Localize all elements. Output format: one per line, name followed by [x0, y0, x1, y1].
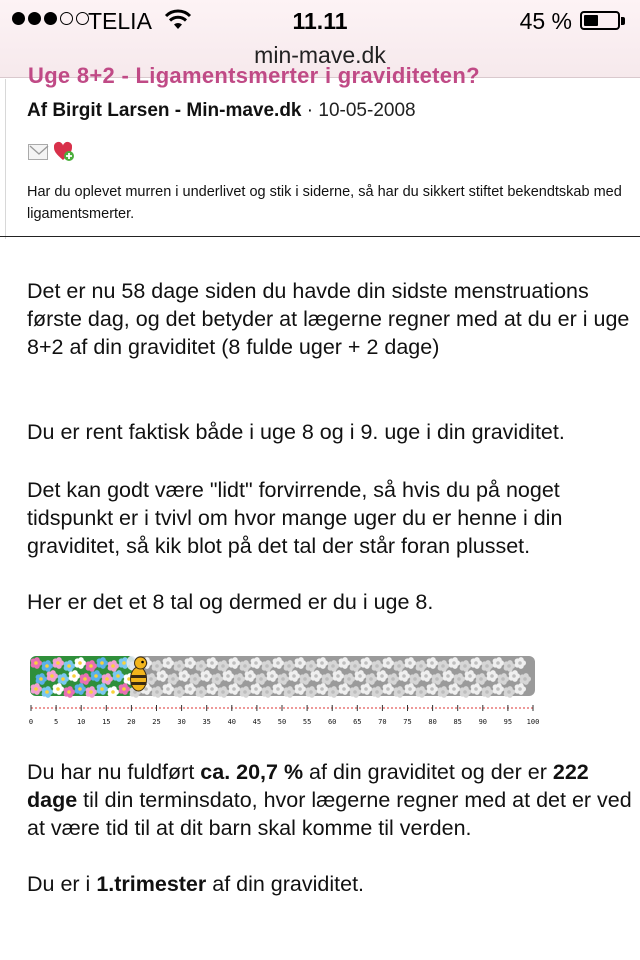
scale-tick-label: 40 [227, 718, 237, 726]
text: Du er i [27, 872, 97, 896]
percent-scale [27, 702, 539, 732]
pregnancy-progress-ruler [27, 642, 539, 732]
text: af din graviditet. [206, 872, 365, 896]
scale-tick-label: 25 [152, 718, 161, 726]
body-paragraph: Det kan godt være "lidt" forvirrende, så hvis du på noget tidspunkt er i tvivl om hvor mange uger du er henne i din graviditet, så kik blot på det tal der står foran plusset. [27, 478, 563, 558]
battery-icon [580, 11, 620, 30]
scale-tick-label: 65 [353, 718, 362, 726]
article-lead: Har du oplevet murren i underlivet og stik i siderne, så har du sikkert stiftet bekendtskab med ligamentsmerter. [27, 184, 622, 222]
body-paragraph: Du er rent faktisk både i uge 8 og i 9. uge i din graviditet. [27, 420, 565, 444]
days-remaining: 222 dage [27, 760, 589, 812]
share-icons [28, 141, 75, 163]
scale-tick-label: 55 [302, 718, 312, 726]
scale-tick-label: 50 [277, 718, 287, 726]
scale-tick-label: 10 [76, 718, 86, 726]
status-bar [0, 0, 640, 40]
scale-tick-label: 35 [202, 718, 211, 726]
carrier-name: TELIA [88, 8, 152, 34]
trimester-paragraph [27, 870, 637, 898]
scale-tick-label: 75 [403, 718, 412, 726]
battery-level [584, 15, 598, 26]
scale-tick-label: 20 [127, 718, 136, 726]
scale-tick-label: 95 [503, 718, 513, 726]
text: af din graviditet og der er [303, 760, 553, 784]
scale-tick-label: 15 [102, 718, 111, 726]
divider [0, 236, 640, 237]
divider [5, 79, 6, 239]
progress-paragraph [27, 758, 637, 842]
heart-add-icon[interactable] [53, 141, 75, 163]
page-content [0, 63, 640, 960]
author: Af Birgit Larsen - Min-mave.dk [27, 100, 302, 121]
scale-tick-label: 0 [28, 718, 34, 726]
byline-separator: · [301, 100, 319, 121]
scale-tick-label: 100 [526, 718, 540, 726]
text: Du har nu fuldført [27, 760, 201, 784]
scale-tick-label: 5 [53, 718, 59, 726]
battery-percent: 45 % [519, 8, 572, 34]
scale-tick-label: 60 [327, 718, 337, 726]
battery-tip [621, 17, 625, 25]
body-paragraph: Her er det et 8 tal og dermed er du i uge 8. [27, 590, 434, 614]
byline [27, 100, 416, 122]
scale-tick-label: 85 [453, 718, 462, 726]
publish-date: 10-05-2008 [318, 100, 416, 121]
clock: 11.11 [292, 8, 348, 34]
address-bar[interactable]: min-mave.dk [254, 42, 386, 68]
scale-tick-label: 80 [428, 718, 437, 726]
scale-tick-label: 45 [252, 718, 262, 726]
scale-tick-label: 30 [177, 718, 186, 726]
progress-percent: ca. 20,7 % [200, 760, 304, 784]
mail-icon[interactable] [28, 144, 48, 160]
scale-tick-label: 90 [478, 718, 488, 726]
article-title[interactable]: Uge 8+2 - Ligamentsmerter i graviditeten? [28, 63, 480, 88]
scale-tick-label: 70 [378, 718, 387, 726]
body-paragraph: Det er nu 58 dage siden du havde din sidste menstruations første dag, og det betyder at lægerne regner med at du er i uge 8+2 af din graviditet (8 fulde uger + 2 dage) [27, 279, 630, 359]
flower-progress-bar [30, 653, 535, 699]
trimester: 1.trimester [96, 872, 207, 896]
text: til din terminsdato, hvor lægerne regner med at det er ved at være tid til at dit barn skal komme til verden. [27, 788, 632, 840]
